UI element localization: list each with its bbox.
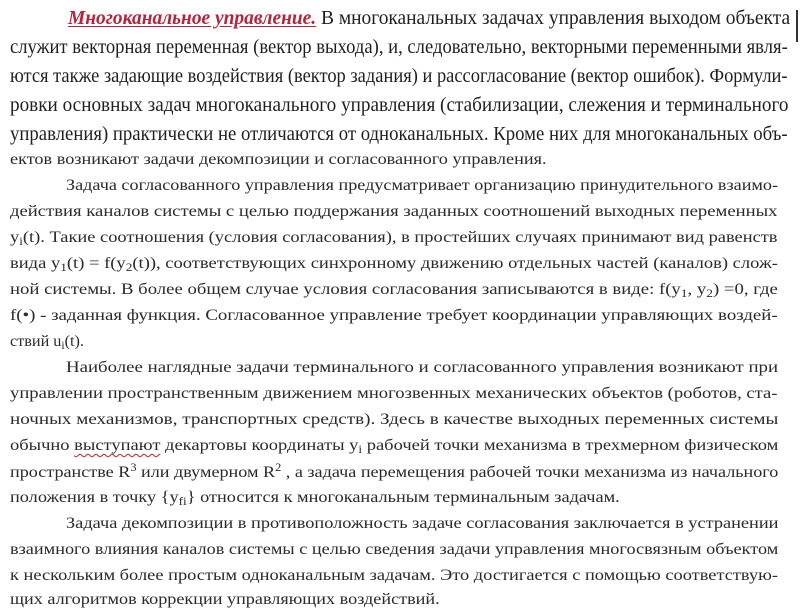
paragraph-3-line-2: управлении пространственным движением многозвенных механических объектов (роботов, ста- [10,384,778,402]
paragraph-3-line-3: ночных механизмов, транспортных средств). Здесь в качестве выходных переменных системы [10,410,779,428]
paragraph-2-line-7: f(•) - заданная функция. Согласованное управление требует координации управляющих воздей- [10,306,778,324]
paragraph-1-line-3: ются также задающие воздействия (вектор задания) и рассогласование (вектор ошибок). Формули- [10,66,788,87]
paragraph-3-line-1: Наиболее наглядные задачи терминального и согласованного управления возникают при [66,358,779,376]
spellcheck-word: выступают [74,436,161,454]
paragraph-4-line-3: к нескольким более простым одноканальным задачам. Это достигается с помощью соответствую- [10,566,779,584]
paragraph-2-line-8: ствий $u_i(t)$. [10,332,84,352]
paragraph-2-line-6: ной системы. В более общем случае условия согласования записываются в виде: $f(y_1$, $y_2) =0$, где [10,280,778,300]
paragraph-2-line-4: $y_i(t)$. Такие соотношения (условия согласования), в простейших случаях принимают вид равенств [10,228,778,248]
paragraph-2-line-2: Задача согласованного управления предусматривает организацию принудительного взаимо- [66,176,779,194]
paragraph-2-line-1: ектов возникают задачи декомпозиции и согласованного управления. [10,150,547,168]
paragraph-4-line-4: щих алгоритмов коррекции управляющих воздействий. [10,590,440,608]
page-edge-mark [796,10,798,42]
paragraph-3-line-6: положения в точку $\{y_{fi}\}$ относится к многоканальным терминальным задачам. [10,488,620,508]
paragraph-1-line-1: Многоканальное управление. В многоканальных задачах управления выходом объекта [68,8,791,29]
paragraph-4-line-2: взаимного влияния каналов системы с целью сведения задачи управления многосвязным объектом [10,540,779,558]
paragraph-1-line-2: служит векторная переменная (вектор выхода), и, следовательно, векторными переменными явля- [10,37,788,58]
paragraph-3-line-4: обычно выступают декартовы координаты $y_i$ рабочей точки механизма в трехмерном физическом [10,436,779,456]
section-heading: Многоканальное управление. [68,8,317,29]
paragraph-1-line-4: ровки основных задач многоканального управления (стабилизации, слежения и терминального [10,95,789,116]
paragraph-2-line-3: действия каналов системы с целью поддержания заданных соотношений выходных переменных [10,202,778,220]
paragraph-4-line-1: Задача декомпозиции в противоположность задаче согласования заключается в устранении [66,514,779,532]
paragraph-2-line-5: вида $y_1(t) = f(y_2(t))$, соответствующих синхронному движению отдельных частей (каналов) слож- [10,254,778,274]
paragraph-3-line-5: пространстве $R^3$ или двумерном $R^2$ , а задача перемещения рабочей точки механизма из начального [10,462,779,482]
paragraph-1-line-5: управления) практически не отличаются от одноканальных. Кроме них для многоканальных объ- [10,124,788,145]
